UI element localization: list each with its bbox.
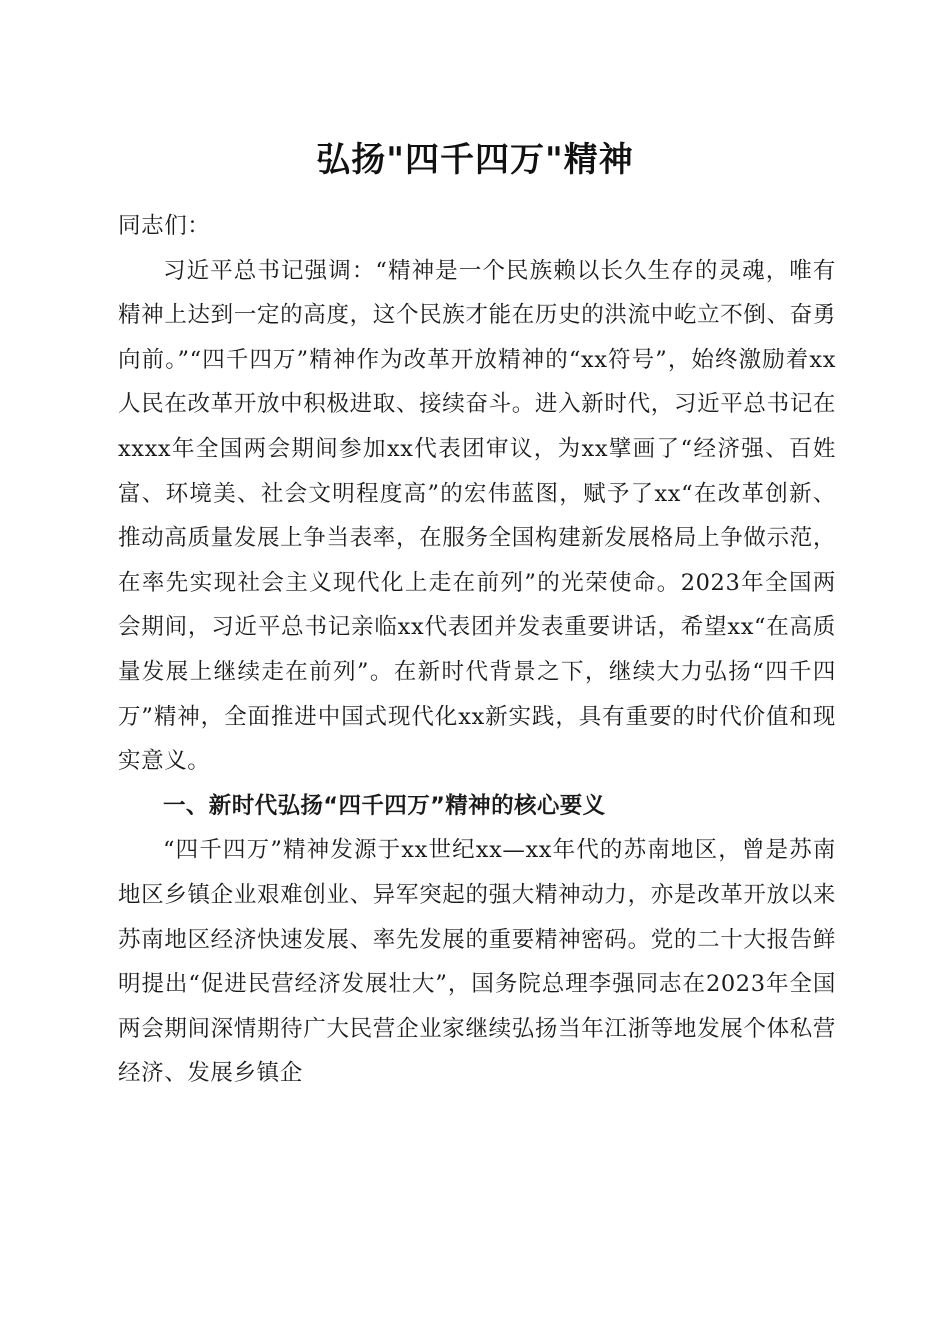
section-heading: 一、新时代弘扬“四千四万”精神的核心要义	[163, 792, 606, 819]
intro-paragraph: 习近平总书记强调：“精神是一个民族赖以长久生存的灵魂，唯有精神上达到一定的高度，这个民族才能在历史的洪流中屹立不倒、奋勇向前。”“四千四万”精神作为改革开放精神的“xx符号”，始终激励着xx人民在改革开放中积极进取、接续奋斗。进入新时代，习近平总书记在xxxx年全国两会期间参加xx代表团审议，为xx擘画了“经济强、百姓富、环境美、社会文明程度高”的宏伟蓝图，赋予了xx“在改革创新、推动高质量发展上争当表率，在服务全国构建新发展格局上争做示范，在率先实现社会主义现代化上走在前列”的光荣使命。2023年全国两会期间，习近平总书记亲临xx代表团并发表重要讲话，希望xx“在高质量发展上继续走在前列”。在新时代背景之下，继续大力弘扬“四千四万”精神，全面推进中国式现代化xx新实践，具有重要的时代价值和现实意义。	[118, 257, 836, 775]
document-body	[118, 204, 836, 1096]
salutation: 同志们：	[118, 213, 211, 239]
section-paragraph: “四千四万”精神发源于xx世纪xx—xx年代的苏南地区，曾是苏南地区乡镇企业艰难创业、异军突起的强大精神动力，亦是改革开放以来苏南地区经济快速发展、率先发展的重要精神密码。党的二十大报告鲜明提出“促进民营经济发展壮大”，国务院总理李强同志在2023年全国两会期间深情期待广大民营企业家继续弘扬当年江浙等地发展个体私营经济、发展乡镇企	[118, 837, 836, 1087]
document-title: 弘扬"四千四万"精神	[316, 140, 634, 180]
